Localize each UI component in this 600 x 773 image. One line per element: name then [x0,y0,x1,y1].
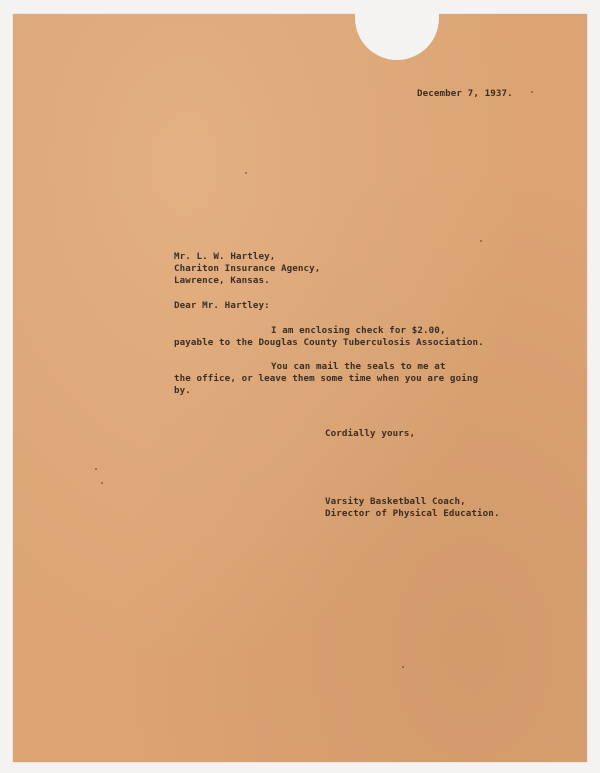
paper-notch [355,8,439,60]
body-paragraph-1-line-1: I am enclosing check for $2.00, [271,325,446,336]
letter-date: December 7, 1937. [417,88,513,99]
recipient-company: Chariton Insurance Agency, [174,263,321,274]
salutation: Dear Mr. Hartley: [174,300,270,311]
paper-speck [101,482,103,484]
paper-speck [531,91,533,93]
paper-speck [480,240,482,242]
letter-sheet [13,14,587,762]
closing: Cordially yours, [325,428,416,439]
signature-title-1: Varsity Basketball Coach, [325,496,466,507]
recipient-name: Mr. L. W. Hartley, [174,251,276,262]
body-paragraph-2-line-3: by. [174,385,191,396]
signature-title-2: Director of Physical Education. [325,508,500,519]
body-paragraph-1-line-2: payable to the Douglas County Tuberculosis Association. [174,337,484,348]
recipient-city: Lawrence, Kansas. [174,275,270,286]
body-paragraph-2-line-1: You can mail the seals to me at [271,361,446,372]
body-paragraph-2-line-2: the office, or leave them some time when you are going [174,373,479,384]
paper-speck [95,468,97,470]
paper-speck [245,172,247,174]
paper-speck [402,666,404,668]
